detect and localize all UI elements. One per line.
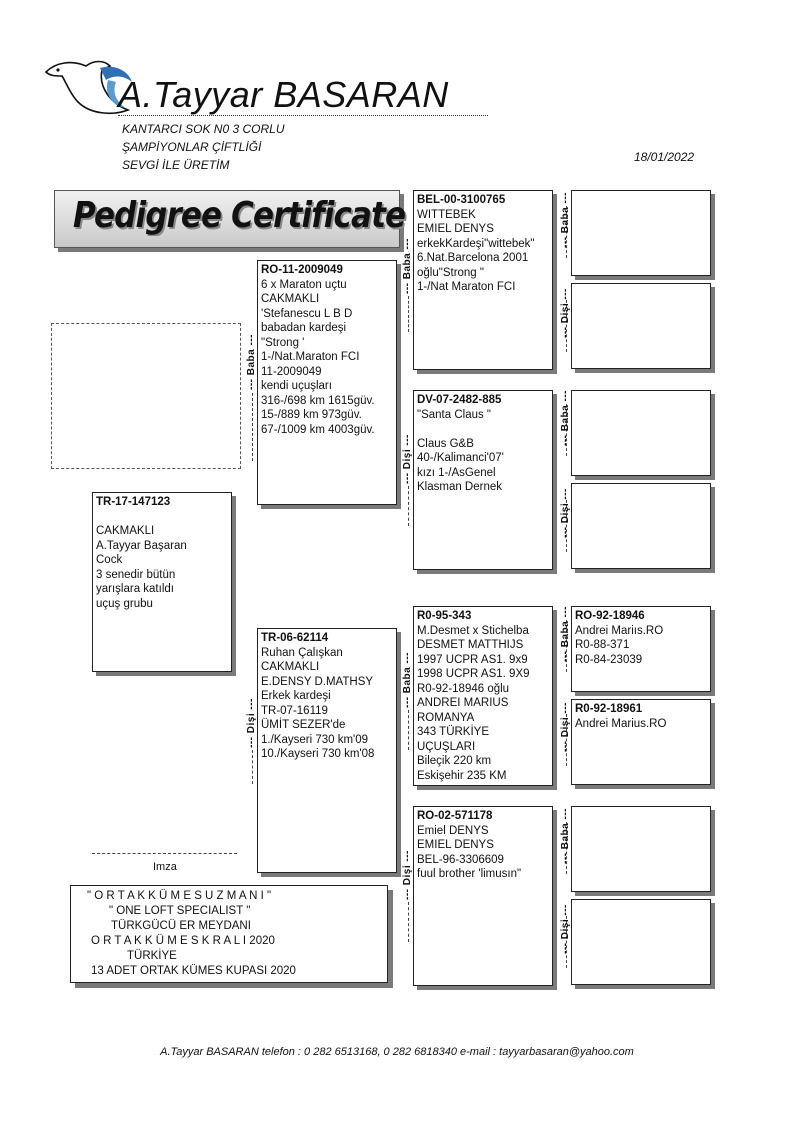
sire-label: --- Baba --- (560, 390, 571, 446)
sire-card (257, 260, 397, 505)
specialist-cups: 13 ADET ORTAK KÜMES KUPASI 2020 (91, 965, 296, 977)
ring-number: RO-11-2009049 (261, 264, 343, 276)
certificate-title: Pedigree Certificate (73, 195, 406, 236)
detail-line: Andrei Marius.RO (575, 717, 667, 730)
dam-label: --- Dişi --- (246, 698, 257, 748)
dam-label: --- Dişi --- (402, 850, 413, 900)
header-address (122, 120, 284, 174)
detail-line: 15-/889 km 973güv. (261, 409, 362, 421)
detail-line: Andrei Mariıs.RO (575, 624, 664, 637)
dam-label: --- Dişi --- (560, 488, 571, 538)
certificate-banner (54, 190, 406, 248)
issue-date: 18/01/2022 (634, 150, 695, 164)
connector-line (408, 486, 409, 526)
detail-line (96, 510, 228, 525)
detail-line: 10./Kayseri 730 km'08 (261, 748, 375, 760)
dam-sire-card (413, 606, 553, 786)
detail-line: uçuş grubu (96, 597, 153, 610)
detail-line: "Strong ' (261, 336, 305, 349)
brand-name: A.Tayyar BASARAN (118, 74, 449, 115)
detail-line: UÇUŞLARI (417, 740, 476, 753)
ggp-card-8 (571, 899, 711, 985)
connector-line (252, 750, 253, 784)
address-line: KANTARCI SOK N0 3 CORLU (122, 122, 285, 136)
sire-dam-card (413, 390, 553, 570)
sire-details (261, 278, 393, 438)
detail-line: 6.Nat.Barcelona 2001 (417, 252, 529, 264)
dam-sire-details (417, 624, 549, 784)
detail-line: 40-/Kalimanci'07' (417, 452, 504, 464)
detail-line: EMIEL DENYS (417, 839, 494, 851)
detail-line: "Santa Claus " (417, 408, 492, 421)
detail-line: Eskişehir 235 KM (417, 769, 507, 782)
dam-dam-details (417, 824, 549, 882)
detail-line: Klasman Dernek (417, 481, 503, 493)
dam-label: --- Dişi --- (560, 904, 571, 954)
detail-line: R0-92-18946 oğlu (417, 682, 510, 695)
detail-line: CAKMAKLI (261, 661, 320, 673)
connector-line (408, 902, 409, 942)
ring-number: R0-92-18961 (575, 703, 643, 715)
detail-line: 343 TÜRKİYE (417, 726, 490, 738)
ggp-card-4 (571, 483, 711, 569)
detail-line: DESMET MATTHIJS (417, 639, 524, 651)
detail-line: 1./Kayseri 730 km'09 (261, 733, 369, 746)
ring-number: TR-17-147123 (96, 496, 171, 508)
ring-number: RO-92-18946 (575, 610, 645, 622)
detail-line: 1-/Nat.Maraton FCI (261, 351, 360, 363)
dam-details (261, 646, 393, 762)
detail-line: ÜMİT SEZER'de (261, 719, 346, 731)
sire-sire-card (413, 190, 553, 370)
detail-line: kızı 1-/AsGenel (417, 466, 496, 479)
ring-number: RO-02-571178 (417, 810, 493, 822)
detail-line: R0-84-23039 (575, 653, 643, 666)
ggp-card-1 (571, 190, 711, 276)
dam-sire-sire-details (575, 624, 707, 668)
detail-line: Claus G&B (417, 437, 474, 450)
sire-label: --- Baba --- (402, 652, 413, 708)
dam-label: --- Dişi --- (402, 434, 413, 484)
dam-card (257, 628, 397, 873)
specialist-subtitle: " ONE LOFT SPECIALIST " (109, 905, 251, 917)
detail-line: 316-/698 km 1615güv. (261, 394, 375, 407)
detail-line: A.Tayyar Başaran (96, 539, 187, 552)
dam-sire-dam-card (571, 699, 711, 785)
signature-line (92, 853, 237, 854)
sire-label: --- Baba --- (246, 334, 257, 390)
detail-line: 67-/1009 km 4003güv. (261, 423, 375, 436)
detail-line: 1998 UCPR AS1. 9X9 (417, 668, 530, 680)
sire-label: --- Baba --- (560, 192, 571, 248)
detail-line: 1-/Nat Maraton FCI (417, 281, 516, 293)
subject-bird-card (92, 492, 232, 672)
brand-underline (118, 115, 488, 116)
motto: SEVGİ İLE ÜRETİM (122, 158, 230, 172)
connector-line (408, 710, 409, 750)
detail-line: Bileçik 220 km (417, 755, 492, 767)
detail-line: Ruhan Çalışkan (261, 646, 343, 659)
detail-line: erkekKardeşi"wittebek" (417, 237, 535, 250)
detail-line: CAKMAKLI (96, 525, 155, 537)
signature-label: Imza (153, 861, 177, 873)
detail-line: M.Desmet x Stichelba (417, 624, 529, 637)
detail-line: ANDREI MARIUS (417, 697, 509, 709)
detail-line: E.DENSY D.MATHSY (261, 675, 374, 688)
ring-number: TR-06-62114 (261, 632, 329, 644)
detail-line: ROMANYA (417, 711, 475, 724)
detail-line: yarışlara katıldı (96, 583, 174, 595)
detail-line: 'Stefanescu L B D (261, 307, 353, 320)
subject-details (96, 510, 228, 612)
ring-number: R0-95-343 (417, 610, 472, 622)
detail-line: 1997 UCPR AS1. 9x9 (417, 653, 528, 666)
detail-line: Erkek kardeşi (261, 690, 331, 702)
detail-line: 6 x Maraton uçtu (261, 278, 347, 291)
farm-name: ŞAMPİYONLAR ÇİFTLİĞİ (122, 140, 262, 154)
sire-label: --- Baba --- (560, 808, 571, 864)
detail-line: CAKMAKLI (261, 293, 320, 305)
dam-sire-dam-details (575, 717, 707, 732)
sire-label: --- Baba --- (402, 238, 413, 294)
ring-number: BEL-00-3100765 (417, 194, 506, 206)
detail-line: fuul brother 'limusın" (417, 868, 522, 880)
footer-contact: A.Tayyar BASARAN telefon : 0 282 6513168, 0 282 6818340 e-mail : tayyarbasaran@yahoo.com (160, 1046, 634, 1058)
detail-line: BEL-96-3306609 (417, 853, 504, 866)
dam-dam-card (413, 806, 553, 986)
ggp-card-7 (571, 806, 711, 892)
detail-line: 11-2009049 (261, 365, 322, 378)
dam-label: --- Dişi --- (560, 702, 571, 752)
sire-dam-details (417, 408, 549, 495)
specialist-country: TÜRKİYE (127, 950, 177, 962)
detail-line: TR-07-16119 (261, 704, 328, 717)
ggp-card-2 (571, 283, 711, 369)
dam-sire-sire-card (571, 606, 711, 692)
detail-line: babadan kardeşi (261, 322, 347, 334)
detail-line (417, 422, 549, 437)
specialist-box (70, 885, 388, 983)
sire-label: --- Baba --- (560, 606, 571, 662)
ggp-card-3 (571, 390, 711, 476)
specialist-location: TÜRKGÜCÜ ER MEYDANI (111, 920, 251, 932)
detail-line: 3 senedir bütün (96, 568, 176, 581)
dam-label: --- Dişi --- (560, 288, 571, 338)
detail-line: EMIEL DENYS (417, 223, 494, 235)
sire-sire-details (417, 208, 549, 295)
ring-number: DV-07-2482-885 (417, 394, 502, 406)
detail-line: R0-88-371 (575, 639, 630, 651)
detail-line: oğlu"Strong " (417, 266, 484, 279)
detail-line: Emiel DENYS (417, 824, 489, 837)
connector-line (252, 393, 253, 461)
detail-line: kendi uçuşları (261, 380, 332, 392)
photo-placeholder (51, 323, 241, 469)
connector-line (408, 296, 409, 332)
detail-line: Cock (96, 554, 123, 566)
detail-line: WITTEBEK (417, 208, 476, 221)
specialist-title: " O R T A K K Ü M E S U Z M A N I " (87, 890, 272, 902)
specialist-award: O R T A K K Ü M E S K R A L I 2020 (91, 935, 275, 947)
